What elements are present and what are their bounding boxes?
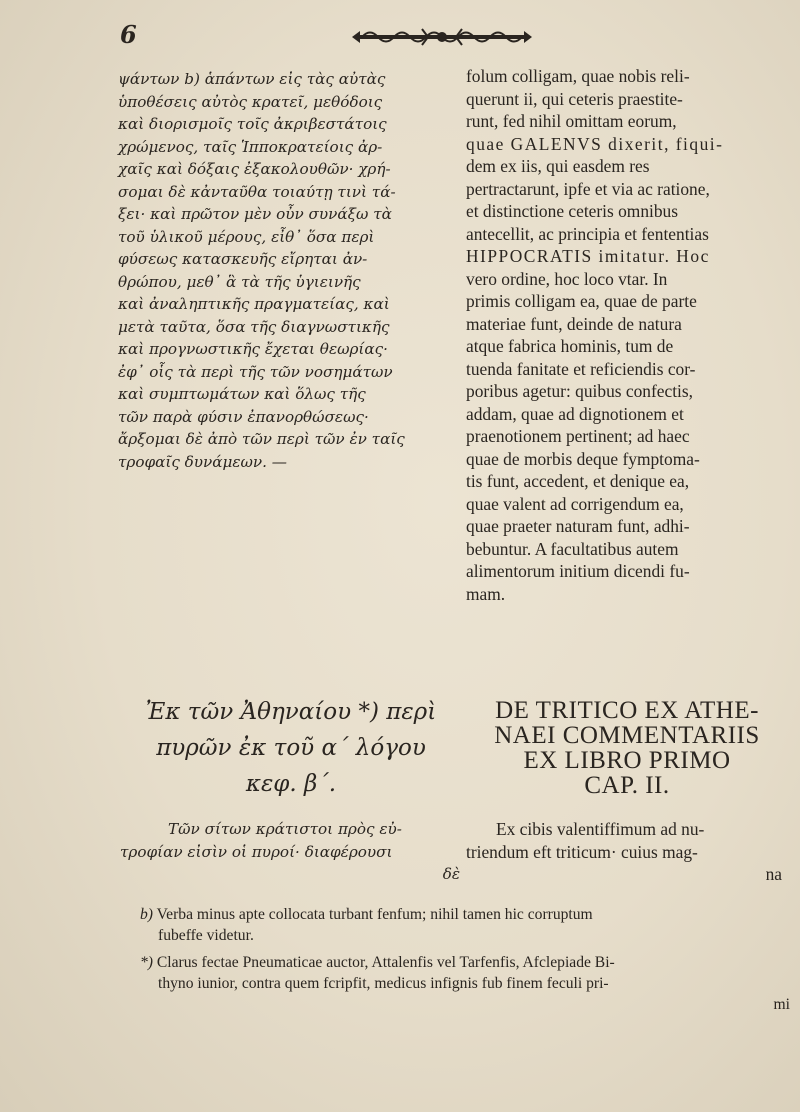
greek-line: ὑποθέσεις αὐτὸς κρατεῖ, μεθόδοις xyxy=(118,92,383,111)
latin-line: dem ex iis, qui easdem res xyxy=(466,156,650,176)
latin-line: addam, quae ad dignotionem et xyxy=(466,403,684,424)
header-ornament xyxy=(352,26,532,48)
page-number: 6 xyxy=(120,20,137,49)
latin-line: quae GALENVS dixerit, fiqui- xyxy=(466,133,724,154)
greek-column xyxy=(118,68,458,473)
greek-line: καὶ συμπτωμάτων καὶ ὅλως τῆς xyxy=(118,385,366,403)
footnote xyxy=(140,952,790,1015)
latin-line: antecellit, ac principia et fententias xyxy=(466,223,709,244)
greek-text-line: τροφίαν εἰσὶν οἱ πυροί· διαφέρουσι xyxy=(120,842,393,861)
latin-line: poribus agetur: quibus confectis, xyxy=(466,381,693,401)
greek-line: τροφαῖς δυνάμεων. — xyxy=(118,452,287,471)
latin-line: mam. xyxy=(466,583,506,604)
footnote-marker: *) xyxy=(140,954,153,971)
latin-line: praenotionem pertinent; ad haec xyxy=(466,426,690,446)
latin-heading-line: NAEI COMMENTARIIS xyxy=(494,722,760,749)
latin-line: tuenda fanitate et reficiendis cor- xyxy=(466,358,696,379)
footnote-line: fubeffe videtur. xyxy=(158,927,254,944)
latin-line: et distinctione ceteris omnibus xyxy=(466,201,679,221)
greek-line: θρώπου, μεθ᾽ ἃ τὰ τῆς ὑγιεινῆς xyxy=(118,272,361,291)
latin-line: quae de morbis deque fymptoma- xyxy=(466,448,700,469)
latin-line: querunt ii, qui ceteris praestite- xyxy=(466,88,683,109)
latin-line: tis funt, accedent, et denique ea, xyxy=(466,471,690,491)
latin-line: atque fabrica hominis, tum de xyxy=(466,336,674,356)
greek-line: χρώμενος, ταῖς Ἱπποκρατείοις ἀρ- xyxy=(118,137,383,156)
footnote-line: Clarus fectae Pneumaticae auctor, Attalenfis vel Tarfenfis, Afclepiade Bi- xyxy=(156,954,615,971)
latin-heading-line: EX LIBRO PRIMO xyxy=(523,747,731,774)
greek-line: καὶ διορισμοῖς τοῖς ἀκριβεστάτοις xyxy=(118,115,387,133)
latin-text-line: Ex cibis valentiffimum ad nu- xyxy=(496,819,705,839)
greek-line: ξει· καὶ πρῶτον μὲν οὖν συνάξω τὰ xyxy=(118,205,392,223)
latin-heading-line: DE TRITICO EX ATHE- xyxy=(495,697,759,724)
latin-line: bebuntur. A facultatibus autem xyxy=(466,538,679,559)
footnote-line: Verba minus apte collocata turbant fenfum; nihil tamen hic corruptum xyxy=(156,906,593,923)
greek-heading-line: πυρῶν ἐκ τοῦ α΄ λόγου xyxy=(156,735,426,761)
greek-line: χαῖς καὶ δόξαις ἐξακολουθῶν· χρή- xyxy=(118,160,391,178)
greek-heading-line: κεφ. β΄. xyxy=(245,771,337,797)
latin-line: quae praeter naturam funt, adhi- xyxy=(466,516,690,536)
greek-text-line: Τῶν σίτων κράτιστοι πρὸς εὐ- xyxy=(168,820,402,838)
latin-heading-line: CAP. II. xyxy=(584,772,670,799)
latin-line: HIPPOCRATIS imitatur. Hoc xyxy=(466,246,710,266)
greek-section-heading xyxy=(116,694,466,802)
greek-line: τοῦ ὑλικοῦ μέρους, εἶθ᾽ ὅσα περὶ xyxy=(118,227,375,246)
latin-text-line: triendum eft triticum· cuius mag- xyxy=(466,841,698,862)
footnote xyxy=(140,904,790,946)
latin-line: alimentorum initium dicendi fu- xyxy=(466,561,690,581)
latin-line: materiae funt, deinde de natura xyxy=(466,313,682,334)
greek-line: καὶ ἀναληπτικῆς πραγματείας, καὶ xyxy=(118,295,390,313)
latin-line: pertractarunt, ipfe et via ac ratione, xyxy=(466,178,710,199)
latin-line: runt, fed nihil omittam eorum, xyxy=(466,111,677,131)
greek-line: σομαι δὲ κἀνταῦθα τοιαύτῃ τινὶ τά- xyxy=(118,182,396,201)
latin-line: primis colligam ea, quae de parte xyxy=(466,291,697,311)
footnote-line: mi xyxy=(773,996,790,1013)
greek-line: ψάντων b) ἁπάντων εἰς τὰς αὐτὰς xyxy=(118,70,386,88)
greek-section-text xyxy=(120,818,460,886)
greek-line: τῶν παρὰ φύσιν ἐπανορθώσεως· xyxy=(118,407,369,426)
footnote-marker: b) xyxy=(140,906,153,923)
latin-line: quae valent ad corrigendum ea, xyxy=(466,493,684,514)
greek-line: ἐφ᾽ οἷς τὰ περὶ τῆς τῶν νοσημάτων xyxy=(118,362,393,381)
greek-line: καὶ προγνωστικῆς ἔχεται θεωρίας· xyxy=(118,340,388,358)
latin-line: vero ordine, hoc loco vtar. In xyxy=(466,268,668,289)
greek-line: μετὰ ταῦτα, ὅσα τῆς διαγνωστικῆς xyxy=(118,317,390,336)
latin-section-text xyxy=(466,818,782,886)
footnotes xyxy=(140,904,790,1015)
greek-heading-line: Ἐκ τῶν Ἀθηναίου *) περὶ xyxy=(145,699,437,725)
latin-line: folum colligam, quae nobis reli- xyxy=(466,66,690,86)
latin-column xyxy=(466,65,782,605)
greek-text-line: δὲ xyxy=(442,865,460,883)
greek-line: ἄρξομαι δὲ ἀπὸ τῶν περὶ τῶν ἐν ταῖς xyxy=(118,430,405,448)
latin-text-line: na xyxy=(765,864,782,884)
latin-section-heading xyxy=(462,698,792,798)
greek-line: φύσεως κατασκευῆς εἴρηται ἀν- xyxy=(118,250,368,268)
footnote-line: thyno iunior, contra quem fcripfit, medicus infignis fub finem feculi pri- xyxy=(158,975,609,992)
